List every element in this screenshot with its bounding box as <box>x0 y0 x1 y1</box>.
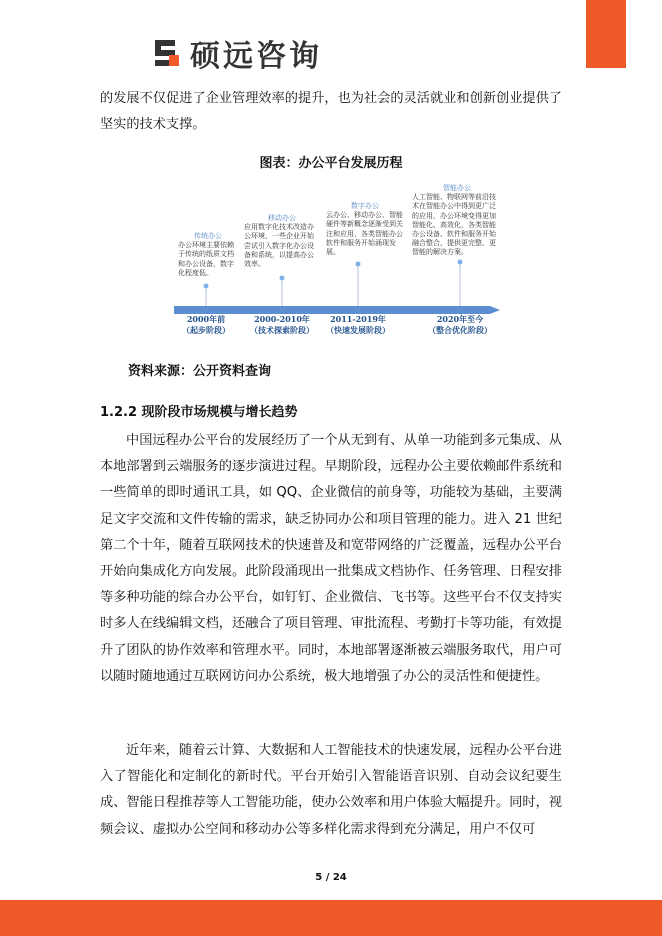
milestone-desc: 应用数字化技术改造办公环境，一些企业开始尝试引入数字化办公设备和系统，以提高办公效率。 <box>244 223 314 269</box>
milestone-desc: 人工智能、物联网等前沿技术在智能办公中得到更广泛的应用，办公环境变得更加智能化、高效化，各类智能办公设备、软件和服务开始融合整合，提供更完整、更智能的解决方案。 <box>412 193 496 257</box>
timeline-arrow <box>174 306 500 314</box>
milestone-dot <box>356 262 361 267</box>
milestone-desc: 云办公、移动办公、智能硬件等新概念逐渐受到关注和应用，各类智能办公软件和服务开始涌现发展。 <box>326 211 403 257</box>
figure-source: 资料来源：公开资料查询 <box>128 364 272 379</box>
period-label <box>318 314 398 336</box>
logo-text: 硕远咨询 <box>190 39 322 74</box>
intro-paragraph: 的发展不仅促进了企业管理效率的提升，也为社会的灵活就业和创新创业提供了坚实的技术支撑。 <box>100 91 562 133</box>
milestone-smart <box>412 184 502 258</box>
period-years: 2000年前 <box>186 314 226 324</box>
milestone-dot <box>458 260 463 265</box>
milestone-title: 传统办公 <box>194 232 222 240</box>
period-stage: （技术探索阶段） <box>250 325 314 335</box>
body-paragraph: 中国远程办公平台的发展经历了一个从无到有、从单一功能到多元集成、从本地部署到云端服务的逐步演进过程。早期阶段，远程办公主要依赖邮件系统和一些简单的即时通讯工具，如 QQ、企业微信的前身等，功能较为基础，主要满足文字交流和文件传输的需求，缺乏协同办公和项目管理的能力。进入 21 世纪第二个十年，随着互联网技术的快速普及和宽带网络的广泛覆盖，远程办公平台开始向集成化方向发展。此阶段涌现出一批集成文档协作、任务管理、日程安排等多种功能的综合办公平台，如钉钉、企业微信、飞书等。这些平台不仅支持实时多人在线编辑文档，还融合了项目管理、审批流程、考勤打卡等功能，有效提升了团队的协作效率和管理水平。同时，本地部署逐渐被云端服务取代，用户可以随时随地通过互联网访问办公系统，极大地增强了办公的灵活性和便捷性。 <box>100 433 562 684</box>
figure-title: 图表：办公平台发展历程 <box>259 156 403 171</box>
body-paragraph: 近年来，随着云计算、大数据和人工智能技术的快速发展，远程办公平台进入了智能化和定制化的新时代。平台开始引入智能语音识别、自动会议纪要生成、智能日程推荐等人工智能功能，使办公效率和用户体验大幅提升。同时，视频会议、虚拟办公空间和移动办公等多样化需求得到充分满足，用户不仅可 <box>100 743 562 837</box>
milestone-title: 智能办公 <box>443 184 471 192</box>
period-years: 2020年至今 <box>436 314 484 324</box>
footer-accent-bar <box>0 900 662 936</box>
milestone-dot <box>204 284 209 289</box>
section-heading: 1.2.2 现阶段市场规模与增长趋势 <box>100 405 298 420</box>
logo-mark-icon <box>152 38 182 68</box>
company-logo <box>152 36 322 74</box>
period-label <box>420 314 500 336</box>
page-number: 5 / 24 <box>315 872 347 883</box>
milestone-traditional <box>178 232 238 278</box>
timeline-figure <box>172 180 502 340</box>
header-accent-tab <box>586 0 626 68</box>
milestone-dot <box>280 276 285 281</box>
milestone-title: 移动办公 <box>268 214 296 222</box>
period-stage: （起步阶段） <box>182 325 230 335</box>
period-stage: （快速发展阶段） <box>326 325 390 335</box>
milestone-mobile <box>244 214 320 269</box>
period-label <box>166 314 246 336</box>
period-years: 2000-2010年 <box>254 314 310 324</box>
milestone-digital <box>326 202 404 257</box>
period-label <box>242 314 322 336</box>
period-stage: （整合优化阶段） <box>428 325 492 335</box>
milestone-title: 数字办公 <box>351 202 379 210</box>
period-years: 2011-2019年 <box>330 314 386 324</box>
milestone-desc: 办公环境主要依赖于传统的纸质文档和办公设备，数字化程度低。 <box>178 241 234 277</box>
